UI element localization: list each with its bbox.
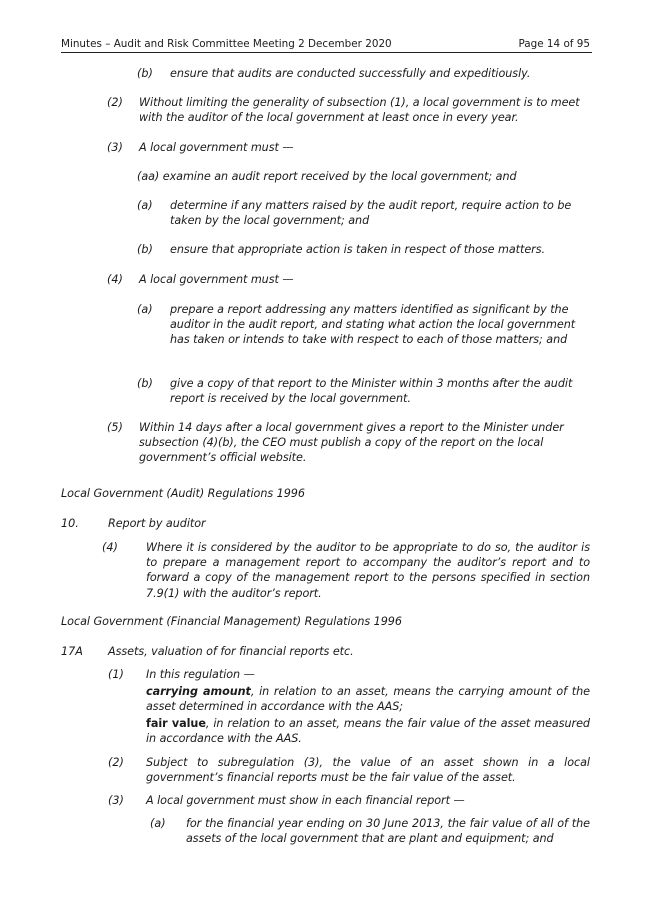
clause-text: ensure that audits are conducted successfully and expeditiously.: [170, 67, 531, 80]
clause-text: prepare a report addressing any matters identified as significant by the auditor in the audit report, and stating what action the local government has taken or intends to take with respect to each of those matters; and: [170, 303, 576, 347]
subregulation-text: A local government must show in each financial report —: [146, 794, 465, 807]
regulation-number: 17A: [61, 645, 83, 658]
regulation-title: Local Government (Audit) Regulations 1996: [61, 487, 305, 500]
document-title: Minutes – Audit and Risk Committee Meeting 2 December 2020: [61, 38, 392, 50]
subsection-text: A local government must —: [139, 141, 294, 154]
clause-text: give a copy of that report to the Minister within 3 months after the audit report is received by the local government.: [170, 377, 573, 406]
subregulation-label: (1): [108, 668, 124, 681]
subregulation-text: Where it is considered by the auditor to be appropriate to do so, the auditor is to prepare a management report to accompany the auditor’s report and to forward a copy of the management report to the persons specified in section 7.9(1) with the auditor’s report.: [146, 541, 590, 600]
clause-text: ensure that appropriate action is taken in respect of those matters.: [170, 243, 546, 256]
subsection-text: A local government must —: [139, 273, 294, 286]
subsection-text: Within 14 days after a local government gives a report to the Minister under subsection (4)(b), the CEO must publish a copy of the report on the local government’s official website.: [139, 421, 564, 465]
subsection-text: Without limiting the generality of subsection (1), a local government is to meet with the auditor of the local government at least once in every year.: [139, 96, 580, 125]
clause-label: (a): [137, 303, 153, 316]
subsection-label: (2): [107, 96, 123, 109]
subsection-label: (3): [107, 141, 123, 154]
clause-text: (aa) examine an audit report received by the local government; and: [137, 170, 517, 183]
definition-carrying-amount: [146, 684, 590, 714]
subsection-label: (5): [107, 421, 123, 434]
definition-term: carrying amount: [146, 685, 251, 698]
subregulation-text: Subject to subregulation (3), the value of an asset shown in a local government’s financial reports must be the fair value of the asset.: [146, 756, 590, 785]
regulation-title: Local Government (Financial Management) Regulations 1996: [61, 615, 402, 628]
regulation-heading: Report by auditor: [108, 517, 206, 530]
clause-label: (b): [137, 377, 153, 390]
subregulation-text: In this regulation —: [146, 668, 255, 681]
clause-text: determine if any matters raised by the audit report, require action to be taken by the local government; and: [170, 199, 572, 228]
definition-term: fair value: [146, 717, 206, 730]
regulation-heading: Assets, valuation of for financial reports etc.: [108, 645, 354, 658]
subsection-label: (4): [107, 273, 123, 286]
subregulation-label: (3): [108, 794, 124, 807]
subregulation-label: (4): [102, 541, 118, 554]
page-number: Page 14 of 95: [518, 38, 590, 50]
clause-label: (b): [137, 243, 153, 256]
subregulation-label: (2): [108, 756, 124, 769]
definition-fair-value: [146, 716, 590, 746]
definition-text: , in relation to an asset, means the carrying amount of the asset determined in accordance with the AAS;: [146, 685, 590, 714]
clause-label: (a): [137, 199, 153, 212]
paragraph-label: (a): [150, 817, 166, 830]
clause-label: (b): [137, 67, 153, 80]
regulation-number: 10.: [61, 517, 79, 530]
paragraph-text: for the financial year ending on 30 June 2013, the fair value of all of the assets of the local government that are plant and equipment; and: [186, 817, 590, 846]
definition-text: , in relation to an asset, means the fair value of the asset measured in accordance with the AAS.: [146, 717, 590, 746]
page-header: [61, 38, 592, 53]
